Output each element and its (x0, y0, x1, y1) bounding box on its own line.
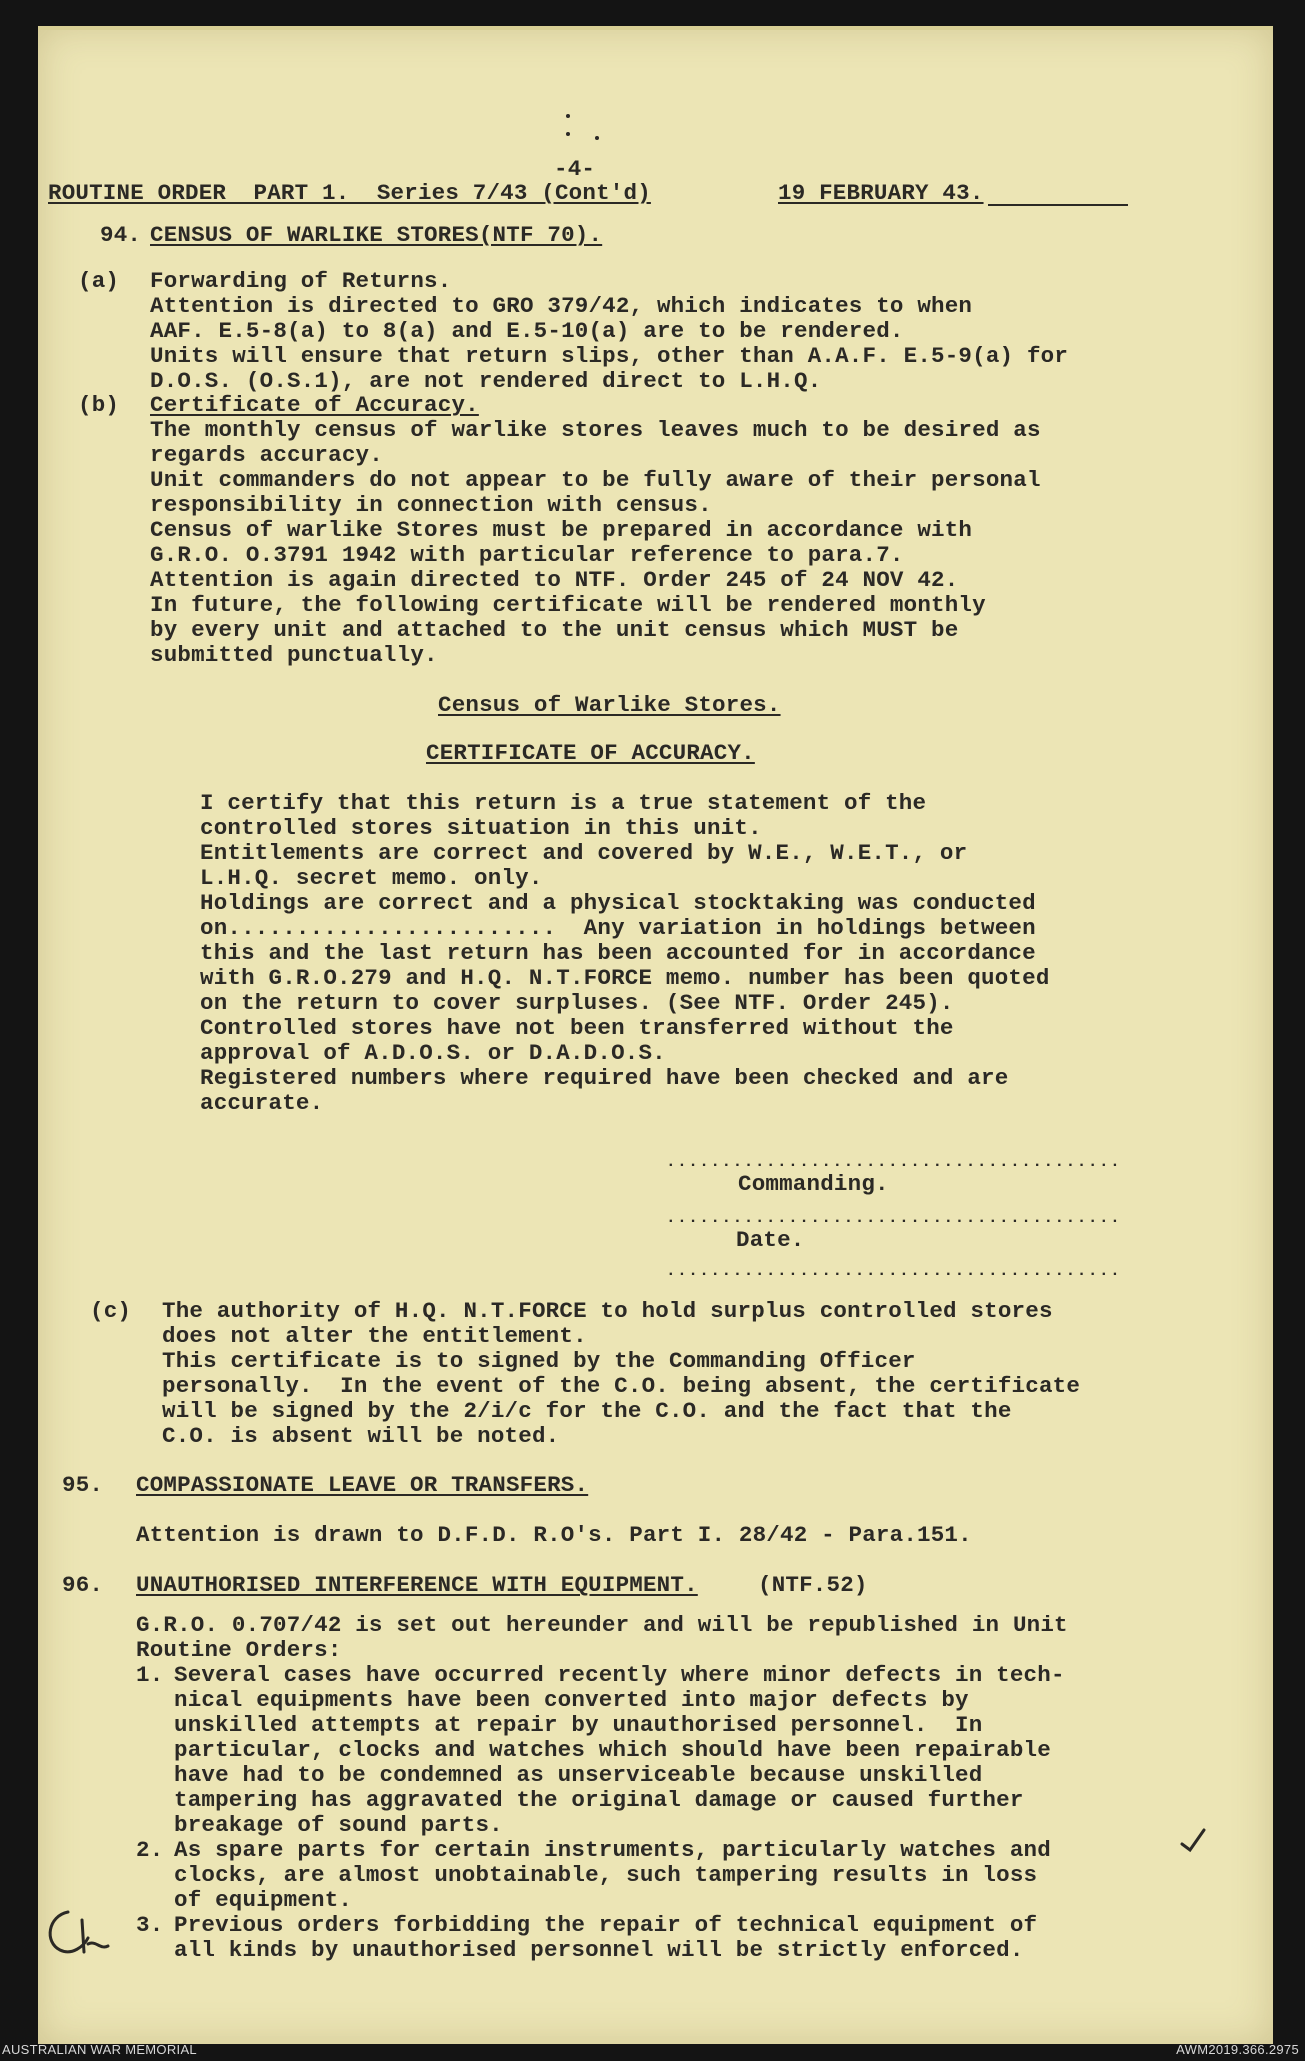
item-1-line: have had to be condemned as unserviceable because unskilled (174, 1762, 983, 1788)
para-c-marker: (c) (90, 1298, 132, 1324)
certificate-line: Entitlements are correct and covered by W.E., W.E.T., or (200, 840, 968, 866)
certificate-line: on the return to cover surpluses. (See NTF. Order 245). (200, 990, 954, 1016)
para-b-line: by every unit and attached to the unit census which MUST be (150, 617, 959, 643)
section-96-intro: Routine Orders: (136, 1637, 342, 1663)
certificate-line: approval of A.D.O.S. or D.A.D.O.S. (200, 1040, 666, 1066)
header-date: 19 FEBRUARY 43. (778, 180, 984, 206)
footer-credit: AUSTRALIAN WAR MEMORIAL (2, 2042, 197, 2057)
para-b-line: regards accuracy. (150, 442, 383, 468)
section-95-number: 95. (62, 1472, 104, 1498)
certificate-line: with G.R.O.279 and H.Q. N.T.FORCE memo. number has been quoted (200, 965, 1050, 991)
para-c-line: The authority of H.Q. N.T.FORCE to hold surplus controlled stores (162, 1298, 1053, 1324)
para-b-line: Unit commanders do not appear to be fully aware of their personal (150, 467, 1041, 493)
header-order-title: ROUTINE ORDER PART 1. Series 7/43 (Cont'd) (48, 180, 651, 206)
para-b-line: Census of warlike Stores must be prepared in accordance with (150, 517, 973, 543)
para-b-title: Certificate of Accuracy. (150, 392, 479, 418)
certificate-line: controlled stores situation in this unit. (200, 815, 762, 841)
document-page (38, 26, 1273, 2044)
item-1-line: Several cases have occurred recently where minor defects in tech- (174, 1662, 1065, 1688)
para-a-title: Forwarding of Returns. (150, 268, 452, 294)
handwritten-mark-icon (38, 1902, 118, 1962)
item-1-line: particular, clocks and watches which should have been repairable (174, 1737, 1051, 1763)
para-c-line: will be signed by the 2/i/c for the C.O. and the fact that the (162, 1398, 1012, 1424)
item-2-number: 2. (136, 1837, 164, 1863)
item-1-number: 1. (136, 1662, 164, 1688)
certificate-line: I certify that this return is a true statement of the (200, 790, 927, 816)
certificate-line: L.H.Q. secret memo. only. (200, 865, 543, 891)
section-96-reference: (NTF.52) (758, 1572, 868, 1598)
para-c-line: does not alter the entitlement. (162, 1323, 587, 1349)
para-b-line: submitted punctually. (150, 642, 438, 668)
para-b-line: The monthly census of warlike stores leaves much to be desired as (150, 417, 1041, 443)
item-3-line: all kinds by unauthorised personnel will be strictly enforced. (174, 1937, 1024, 1963)
para-c-line: This certificate is to signed by the Commanding Officer (162, 1348, 916, 1374)
para-c-line: C.O. is absent will be noted. (162, 1423, 560, 1449)
para-b-line: G.R.O. O.3791 1942 with particular reference to para.7. (150, 542, 904, 568)
certificate-line: on........................ Any variation in holdings between (200, 915, 1036, 941)
item-1-line: breakage of sound parts. (174, 1812, 503, 1838)
certificate-heading-census: Census of Warlike Stores. (438, 692, 781, 718)
page-number: -4- (554, 156, 596, 182)
para-b-marker: (b) (78, 392, 120, 418)
ink-dot (566, 114, 570, 118)
certificate-line: Registered numbers where required have been checked and are (200, 1065, 1009, 1091)
section-94-number: 94. (100, 222, 142, 248)
item-2-line: of equipment. (174, 1887, 353, 1913)
item-3-number: 3. (136, 1912, 164, 1938)
certificate-line: accurate. (200, 1090, 324, 1116)
date-dotted-line-lower: ......................................... (666, 1262, 1122, 1280)
para-b-line: responsibility in connection with census. (150, 492, 712, 518)
item-2-line: As spare parts for certain instruments, particularly watches and (174, 1837, 1051, 1863)
footer-accession-number: AWM2019.366.2975 (1176, 2042, 1299, 2057)
item-3-line: Previous orders forbidding the repair of technical equipment of (174, 1912, 1038, 1938)
section-94-title: CENSUS OF WARLIKE STORES(NTF 70). (150, 222, 603, 248)
para-a-marker: (a) (78, 268, 120, 294)
certificate-line: Controlled stores have not been transferred without the (200, 1015, 954, 1041)
signature-commanding-label: Commanding. (738, 1171, 889, 1197)
pencil-tick-icon (1178, 1826, 1208, 1856)
para-b-line: Attention is again directed to NTF. Order 245 of 24 NOV 42. (150, 567, 959, 593)
page-edge (38, 26, 1273, 30)
para-c-line: personally. In the event of the C.O. being absent, the certificate (162, 1373, 1081, 1399)
certificate-line: Holdings are correct and a physical stocktaking was conducted (200, 890, 1036, 916)
section-96-number: 96. (62, 1572, 104, 1598)
para-a-line: AAF. E.5-8(a) to 8(a) and E.5-10(a) are to be rendered. (150, 318, 904, 344)
date-dotted-line: ......................................... (666, 1209, 1122, 1227)
section-95-title: COMPASSIONATE LEAVE OR TRANSFERS. (136, 1472, 589, 1498)
ink-dot (595, 136, 599, 140)
certificate-line: this and the last return has been accounted for in accordance (200, 940, 1036, 966)
section-96-title: UNAUTHORISED INTERFERENCE WITH EQUIPMENT. (136, 1572, 698, 1598)
signature-dotted-line: ......................................... (666, 1153, 1122, 1171)
para-a-line: Units will ensure that return slips, other than A.A.F. E.5-9(a) for (150, 343, 1069, 369)
para-b-line: In future, the following certificate will be rendered monthly (150, 592, 986, 618)
section-96-intro: G.R.O. 0.707/42 is set out hereunder and will be republished in Unit (136, 1612, 1068, 1638)
ink-dot (566, 132, 570, 136)
item-1-line: unskilled attempts at repair by unauthorised personnel. In (174, 1712, 983, 1738)
header-rule (988, 204, 1128, 206)
item-1-line: tampering has aggravated the original damage or caused further (174, 1787, 1024, 1813)
signature-date-label: Date. (736, 1227, 805, 1253)
para-a-line: D.O.S. (O.S.1), are not rendered direct to L.H.Q. (150, 368, 822, 394)
item-2-line: clocks, are almost unobtainable, such tampering results in loss (174, 1862, 1038, 1888)
section-95-line: Attention is drawn to D.F.D. R.O's. Part I. 28/42 - Para.151. (136, 1522, 972, 1548)
certificate-heading-accuracy: CERTIFICATE OF ACCURACY. (426, 740, 755, 766)
item-1-line: nical equipments have been converted into major defects by (174, 1687, 969, 1713)
para-a-line: Attention is directed to GRO 379/42, which indicates to when (150, 293, 973, 319)
